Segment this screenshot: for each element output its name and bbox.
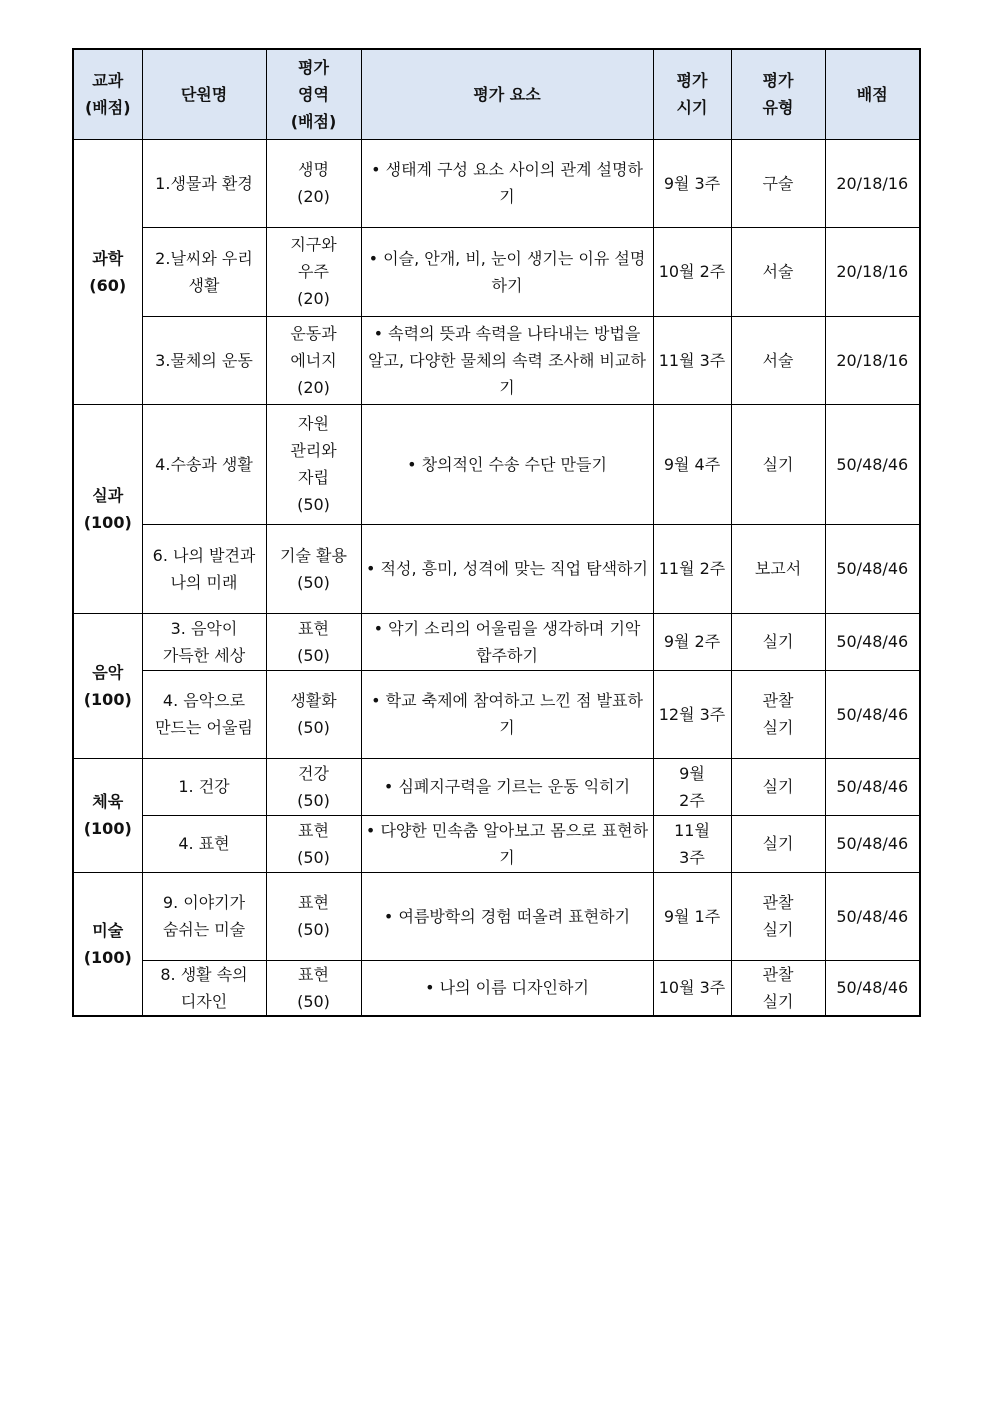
unit-cell: 4. 표현 — [142, 815, 266, 872]
element-cell: • 심폐지구력을 기르는 운동 익히기 — [361, 758, 653, 815]
table-row — [73, 758, 920, 815]
score-cell: 50/48/46 — [825, 758, 920, 815]
type-cell: 서술 — [731, 227, 825, 316]
time-cell: 9월 4주 — [653, 404, 731, 524]
unit-cell: 2.날씨와 우리 생활 — [142, 227, 266, 316]
type-cell: 실기 — [731, 758, 825, 815]
table-row — [73, 139, 920, 227]
header-subject: 교과 (배점) — [73, 49, 142, 139]
area-cell: 생활화 (50) — [266, 670, 361, 758]
header-unit: 단원명 — [142, 49, 266, 139]
time-cell: 12월 3주 — [653, 670, 731, 758]
header-type: 평가 유형 — [731, 49, 825, 139]
unit-cell: 6. 나의 발견과 나의 미래 — [142, 524, 266, 613]
area-cell: 지구와 우주 (20) — [266, 227, 361, 316]
unit-cell: 8. 생활 속의 디자인 — [142, 960, 266, 1016]
element-cell: • 악기 소리의 어울림을 생각하며 기악 합주하기 — [361, 613, 653, 670]
time-cell: 10월 3주 — [653, 960, 731, 1016]
unit-cell: 1.생물과 환경 — [142, 139, 266, 227]
type-cell: 관찰 실기 — [731, 960, 825, 1016]
type-cell: 실기 — [731, 613, 825, 670]
time-cell: 9월 2주 — [653, 613, 731, 670]
element-cell: • 다양한 민속춤 알아보고 몸으로 표현하기 — [361, 815, 653, 872]
score-cell: 50/48/46 — [825, 960, 920, 1016]
type-cell: 실기 — [731, 815, 825, 872]
unit-cell: 1. 건강 — [142, 758, 266, 815]
area-cell: 자원 관리와 자립 (50) — [266, 404, 361, 524]
unit-cell: 4.수송과 생활 — [142, 404, 266, 524]
time-cell: 9월 2주 — [653, 758, 731, 815]
type-cell: 관찰 실기 — [731, 872, 825, 960]
element-cell: • 여름방학의 경험 떠올려 표현하기 — [361, 872, 653, 960]
score-cell: 20/18/16 — [825, 139, 920, 227]
unit-cell: 9. 이야기가 숨쉬는 미술 — [142, 872, 266, 960]
header-score: 배점 — [825, 49, 920, 139]
element-cell: • 적성, 흥미, 성격에 맞는 직업 탐색하기 — [361, 524, 653, 613]
time-cell: 9월 1주 — [653, 872, 731, 960]
table-row — [73, 670, 920, 758]
element-cell: • 생태계 구성 요소 사이의 관계 설명하기 — [361, 139, 653, 227]
time-cell: 11월 3주 — [653, 316, 731, 404]
table-row — [73, 404, 920, 524]
score-cell: 50/48/46 — [825, 815, 920, 872]
score-cell: 50/48/46 — [825, 404, 920, 524]
time-cell: 10월 2주 — [653, 227, 731, 316]
score-cell: 50/48/46 — [825, 613, 920, 670]
area-cell: 건강 (50) — [266, 758, 361, 815]
element-cell: • 학교 축제에 참여하고 느낀 점 발표하기 — [361, 670, 653, 758]
time-cell: 9월 3주 — [653, 139, 731, 227]
table-row — [73, 316, 920, 404]
area-cell: 표현 (50) — [266, 613, 361, 670]
type-cell: 서술 — [731, 316, 825, 404]
element-cell: • 창의적인 수송 수단 만들기 — [361, 404, 653, 524]
evaluation-plan-table — [72, 48, 921, 1017]
table-row — [73, 524, 920, 613]
area-cell: 생명 (20) — [266, 139, 361, 227]
unit-cell: 4. 음악으로 만드는 어울림 — [142, 670, 266, 758]
subject-science: 과학 (60) — [73, 139, 142, 404]
area-cell: 기술 활용 (50) — [266, 524, 361, 613]
type-cell: 관찰 실기 — [731, 670, 825, 758]
unit-cell: 3.물체의 운동 — [142, 316, 266, 404]
area-cell: 표현 (50) — [266, 960, 361, 1016]
type-cell: 보고서 — [731, 524, 825, 613]
table-row — [73, 227, 920, 316]
subject-music: 음악 (100) — [73, 613, 142, 758]
table-row — [73, 872, 920, 960]
area-cell: 표현 (50) — [266, 815, 361, 872]
time-cell: 11월 3주 — [653, 815, 731, 872]
header-time: 평가 시기 — [653, 49, 731, 139]
type-cell: 실기 — [731, 404, 825, 524]
subject-art: 미술 (100) — [73, 872, 142, 1016]
subject-practical-arts: 실과 (100) — [73, 404, 142, 613]
score-cell: 50/48/46 — [825, 872, 920, 960]
type-cell: 구술 — [731, 139, 825, 227]
score-cell: 20/18/16 — [825, 316, 920, 404]
unit-cell: 3. 음악이 가득한 세상 — [142, 613, 266, 670]
element-cell: • 나의 이름 디자인하기 — [361, 960, 653, 1016]
element-cell: • 이슬, 안개, 비, 눈이 생기는 이유 설명하기 — [361, 227, 653, 316]
area-cell: 운동과 에너지 (20) — [266, 316, 361, 404]
area-cell: 표현 (50) — [266, 872, 361, 960]
header-element: 평가 요소 — [361, 49, 653, 139]
header-area: 평가 영역 (배점) — [266, 49, 361, 139]
score-cell: 50/48/46 — [825, 670, 920, 758]
score-cell: 20/18/16 — [825, 227, 920, 316]
table-row — [73, 815, 920, 872]
table-row — [73, 613, 920, 670]
time-cell: 11월 2주 — [653, 524, 731, 613]
score-cell: 50/48/46 — [825, 524, 920, 613]
element-cell: • 속력의 뜻과 속력을 나타내는 방법을 알고, 다양한 물체의 속력 조사해 비교하기 — [361, 316, 653, 404]
table-row — [73, 960, 920, 1016]
header-row — [73, 49, 920, 139]
subject-pe: 체육 (100) — [73, 758, 142, 872]
